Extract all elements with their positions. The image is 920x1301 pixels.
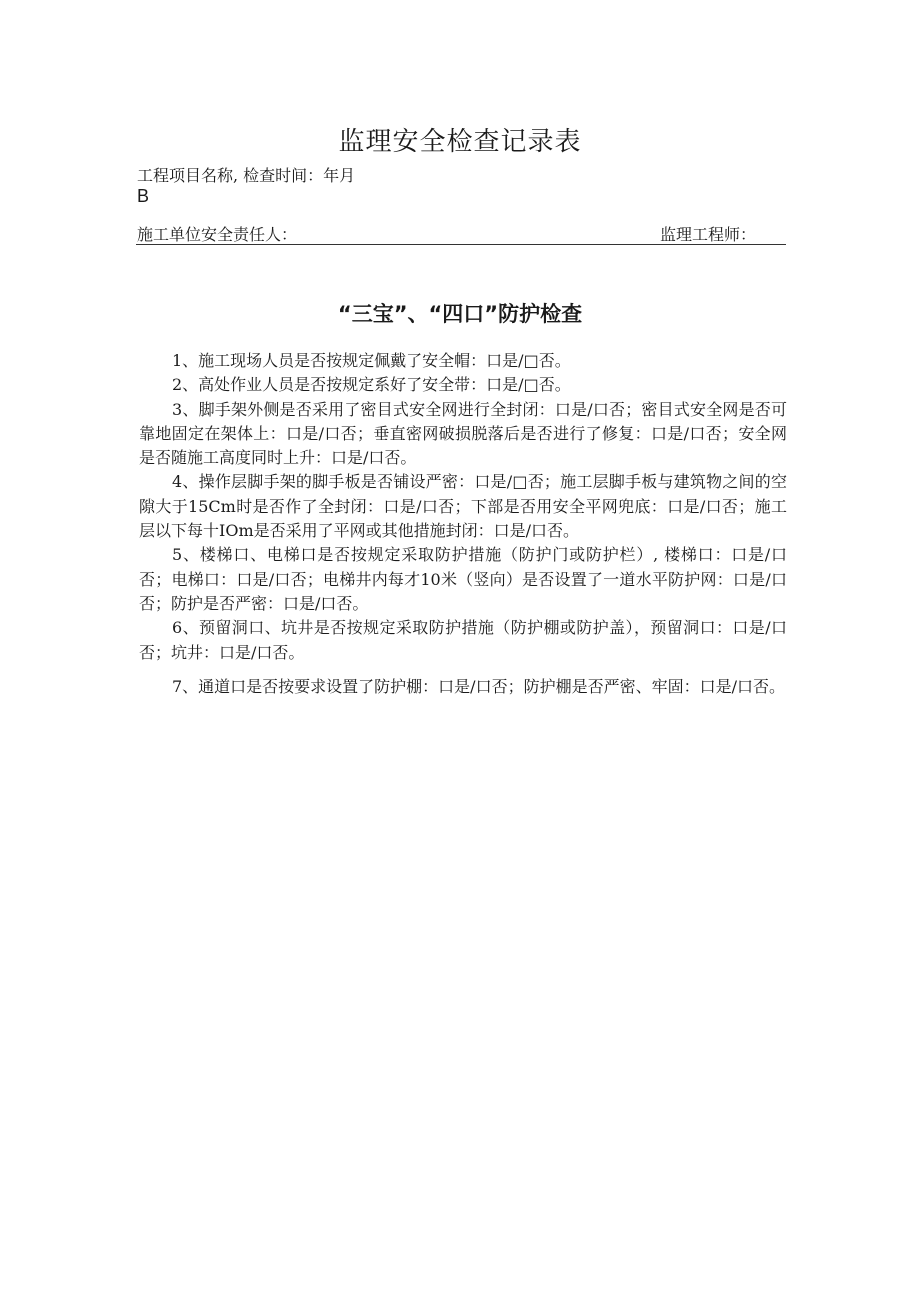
inspection-item-6: 6、预留洞口、坑井是否按规定采取防护措施（防护棚或防护盖），预留洞口：口是/口否；坑井：口是/口否。 — [139, 618, 787, 662]
inspection-item-7: 7、通道口是否按要求设置了防护棚：口是/口否；防护棚是否严密、牢固：口是/口否。 — [172, 676, 785, 696]
section-title: “三宝”、“四口”防护检查 — [337, 302, 583, 326]
inspection-item-4: 4、操作层脚手架的脚手板是否铺设严密：口是/□否；施工层脚手板与建筑物之间的空隙大于15Cm时是否作了全封闭：口是/口否；下部是否用安全平网兜底：口是/口否；施工层以下每十IOm是否采用了平网或其他措施封闭：口是/口否。 — [139, 472, 787, 541]
contractor-safety-officer-label: 施工单位安全责任人： — [137, 225, 298, 244]
signature-row — [136, 220, 786, 245]
inspection-item-1: 1、施工现场人员是否按规定佩戴了安全帽：口是/□否。 — [172, 351, 571, 370]
inspection-items — [139, 349, 787, 701]
inspection-item-5: 5、楼梯口、电梯口是否按规定采取防护措施（防护门或防护栏）, 楼梯口：口是/口否；电梯口：口是/口否；电梯井内每才10米（竖向）是否设置了一道水平防护网：口是/口否；防护是否严密：口是/口否。 — [139, 545, 787, 613]
project-info-line: 工程项目名称, 检查时间：年月 — [137, 166, 356, 185]
inspection-item-2: 2、高处作业人员是否按规定系好了安全带：口是/□否。 — [172, 375, 571, 395]
inspection-item-3: 3、脚手架外侧是否采用了密目式安全网进行全封闭：口是/口否；密目式安全网是否可靠地固定在架体上：口是/口否；垂直密网破损脱落后是否进行了修复：口是/口否；安全网是否随施工高度同时上升：口是/口否。 — [139, 399, 787, 468]
project-info-line-b: B — [137, 186, 150, 206]
document-title: 监理安全检查记录表 — [338, 127, 582, 157]
supervising-engineer-label: 监理工程师： — [659, 225, 756, 244]
